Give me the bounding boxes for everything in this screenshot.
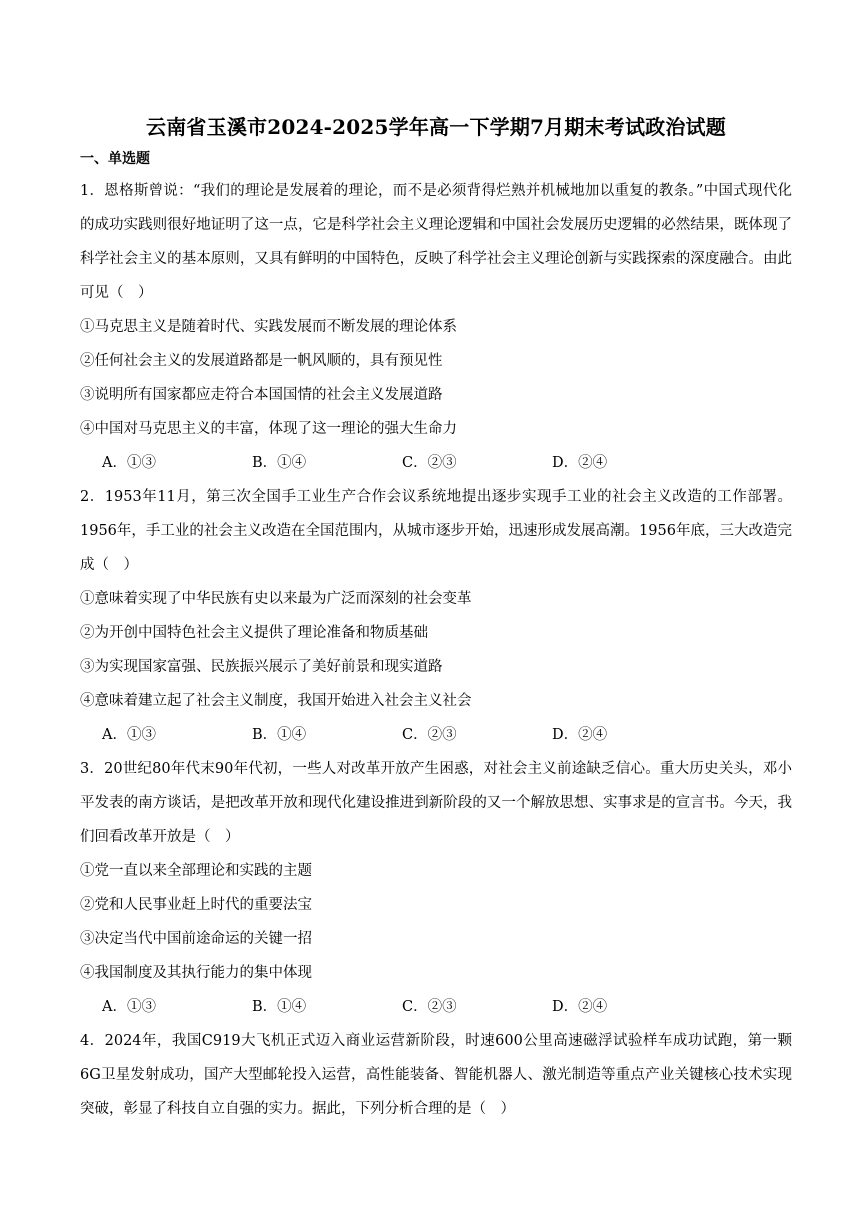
question-stem: 2．1953年11月，第三次全国手工业生产合作会议系统地提出逐步实现手工业的社会主义改造的工作部署。1956年，手工业的社会主义改造在全国范围内，从城市逐步开始，迅速形成发展高潮。1956年底，三大改造完成（ ） bbox=[80, 489, 792, 573]
option-d: D．②④ bbox=[552, 727, 608, 743]
question-stem: 1．恩格斯曾说：“我们的理论是发展着的理论，而不是必须背得烂熟并机械地加以重复的教条。”中国式现代化的成功实践则很好地证明了这一点，它是科学社会主义理论逻辑和中国社会发展历史逻辑的必然结果，既体现了科学社会主义的基本原则，又具有鲜明的中国特色，反映了科学社会主义理论创新与实践探索的深度融合。由此可见（ ） bbox=[80, 183, 792, 301]
option-d: D．②④ bbox=[552, 455, 608, 471]
option-c: C．②③ bbox=[402, 727, 457, 743]
statement-item: ④我国制度及其执行能力的集中体现 bbox=[80, 965, 312, 981]
question-1 bbox=[80, 174, 792, 480]
answer-options bbox=[80, 990, 792, 1024]
option-d: D．②④ bbox=[552, 999, 608, 1015]
question-stem: 4．2024年，我国C919大飞机正式迈入商业运营新阶段，时速600公里高速磁浮试验样车成功试跑，第一颗6G卫星发射成功，国产大型邮轮投入运营，高性能装备、智能机器人、激光制造等重点产业关键核心技术实现突破，彰显了科技自立自强的实力。据此，下列分析合理的是（ ） bbox=[80, 1033, 792, 1117]
statement-item: ④意味着建立起了社会主义制度，我国开始进入社会主义社会 bbox=[80, 693, 472, 709]
option-b: B．①④ bbox=[252, 727, 307, 743]
question-2 bbox=[80, 480, 792, 752]
statement-item: ③为实现国家富强、民族振兴展示了美好前景和现实道路 bbox=[80, 659, 443, 675]
question-3 bbox=[80, 752, 792, 1024]
page-title: 云南省玉溪市2024-2025学年高一下学期7月期末考试政治试题 bbox=[146, 115, 726, 139]
option-a: A．①③ bbox=[102, 727, 156, 743]
option-c: C．②③ bbox=[402, 999, 457, 1015]
exam-page bbox=[80, 112, 792, 1126]
answer-options bbox=[80, 446, 792, 480]
answer-options bbox=[80, 718, 792, 752]
option-b: B．①④ bbox=[252, 999, 307, 1015]
statement-item: ③决定当代中国前途命运的关键一招 bbox=[80, 931, 312, 947]
question-4 bbox=[80, 1024, 792, 1126]
option-b: B．①④ bbox=[252, 455, 307, 471]
statement-item: ②党和人民事业赶上时代的重要法宝 bbox=[80, 897, 312, 913]
statement-item: ①马克思主义是随着时代、实践发展而不断发展的理论体系 bbox=[80, 319, 457, 335]
statement-item: ②任何社会主义的发展道路都是一帆风顺的，具有预见性 bbox=[80, 353, 443, 369]
option-a: A．①③ bbox=[102, 999, 156, 1015]
option-a: A．①③ bbox=[102, 455, 156, 471]
option-c: C．②③ bbox=[402, 455, 457, 471]
statement-item: ③说明所有国家都应走符合本国国情的社会主义发展道路 bbox=[80, 387, 443, 403]
question-stem: 3．20世纪80年代末90年代初，一些人对改革开放产生困惑，对社会主义前途缺乏信心。重大历史关头，邓小平发表的南方谈话，是把改革开放和现代化建设推进到新阶段的又一个解放思想、实事求是的宣言书。今天，我们回看改革开放是（ ） bbox=[80, 761, 792, 845]
statement-item: ①意味着实现了中华民族有史以来最为广泛而深刻的社会变革 bbox=[80, 591, 472, 607]
statement-item: ①党一直以来全部理论和实践的主题 bbox=[80, 863, 312, 879]
section-heading: 一、单选题 bbox=[80, 151, 150, 167]
statement-item: ④中国对马克思主义的丰富，体现了这一理论的强大生命力 bbox=[80, 421, 457, 437]
statement-item: ②为开创中国特色社会主义提供了理论准备和物质基础 bbox=[80, 625, 428, 641]
